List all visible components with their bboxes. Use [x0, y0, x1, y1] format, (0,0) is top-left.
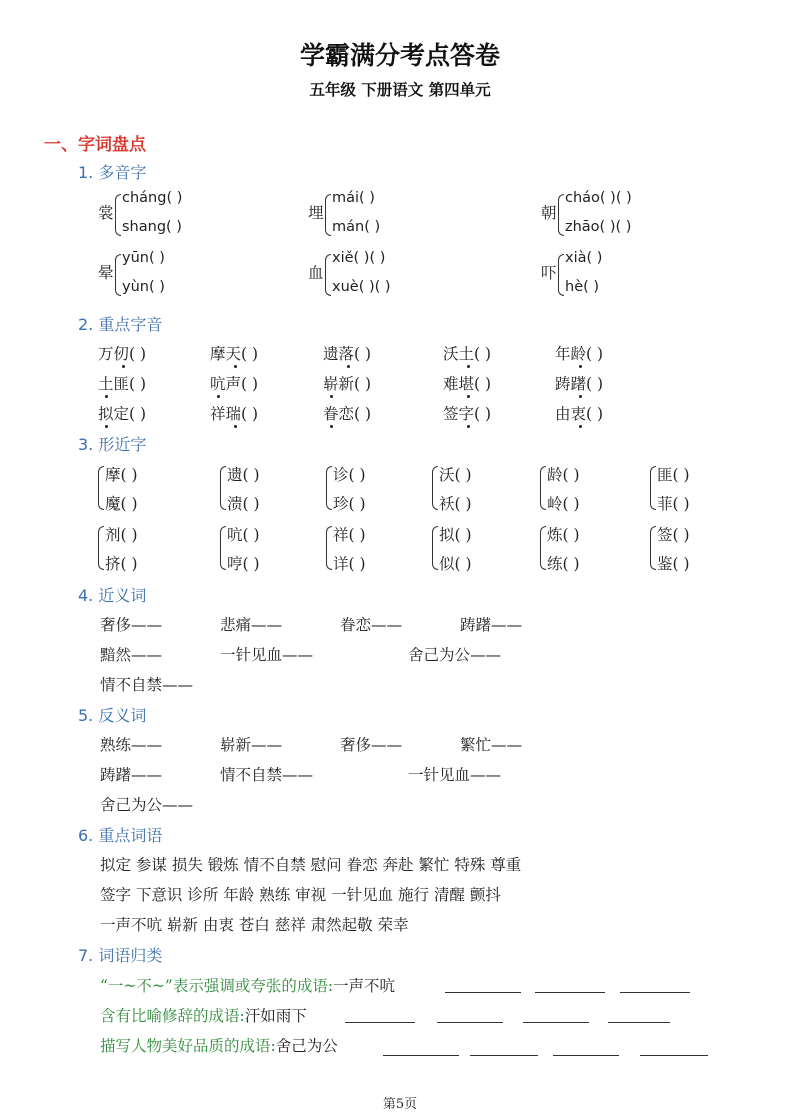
- similar-char[interactable]: 挤( ): [105, 555, 138, 573]
- brace-icon: [115, 194, 121, 236]
- emphasis-dot: [234, 365, 237, 368]
- pinyin-line[interactable]: mái( ): [332, 190, 375, 206]
- category-line: [100, 1034, 338, 1056]
- word-line: 拟定 参谋 损失 锻炼 情不自禁 慰问 眷恋 奔赴 繁忙 特殊 尊重: [100, 856, 522, 874]
- pinyin-line[interactable]: yūn( ): [122, 250, 165, 266]
- pronunciation-item[interactable]: 祥瑞( ): [210, 405, 259, 423]
- answer-blank[interactable]: [608, 1022, 670, 1023]
- pronunciation-item[interactable]: 年龄( ): [555, 345, 604, 363]
- emphasis-dot: [234, 425, 237, 428]
- similar-char[interactable]: 炼( ): [547, 526, 580, 544]
- brace-icon: [325, 254, 331, 296]
- pronunciation-item[interactable]: 难堪( ): [443, 375, 492, 393]
- antonym-item[interactable]: 踌躇——: [100, 766, 163, 784]
- similar-char[interactable]: 诊( ): [333, 466, 366, 484]
- pinyin-line[interactable]: zhāo( )( ): [565, 219, 632, 235]
- category-example: 一声不吭: [333, 977, 396, 995]
- emphasis-dot: [105, 395, 108, 398]
- subsection-title: 2. 重点字音: [78, 315, 163, 334]
- pronunciation-item[interactable]: 万仞( ): [98, 345, 147, 363]
- similar-char[interactable]: 岭( ): [547, 495, 580, 513]
- pinyin-line[interactable]: mán( ): [332, 219, 381, 235]
- pronunciation-item[interactable]: 沃土( ): [443, 345, 492, 363]
- polyphone-char: 埋: [308, 204, 324, 222]
- pinyin-line[interactable]: yùn( ): [122, 279, 165, 295]
- similar-char[interactable]: 匪( ): [657, 466, 690, 484]
- subsection-title: 1. 多音字: [78, 163, 147, 182]
- answer-blank[interactable]: [523, 1022, 589, 1023]
- polyphone-char: 血: [308, 264, 324, 282]
- brace-icon: [540, 526, 546, 570]
- pinyin-line[interactable]: shang( ): [122, 219, 182, 235]
- similar-char[interactable]: 沃( ): [439, 466, 472, 484]
- brace-icon: [98, 466, 104, 510]
- pronunciation-item[interactable]: 由衷( ): [555, 405, 604, 423]
- synonym-item[interactable]: 眷恋——: [340, 616, 403, 634]
- emphasis-dot: [467, 395, 470, 398]
- emphasis-dot: [579, 365, 582, 368]
- word-line: 签字 下意识 诊所 年龄 熟练 审视 一针见血 施行 清醒 颤抖: [100, 886, 501, 904]
- synonym-item[interactable]: 黯然——: [100, 646, 163, 664]
- emphasis-dot: [330, 425, 333, 428]
- answer-blank[interactable]: [383, 1055, 459, 1056]
- answer-blank[interactable]: [437, 1022, 503, 1023]
- category-example: 舍己为公: [275, 1037, 338, 1055]
- brace-icon: [432, 466, 438, 510]
- emphasis-dot: [122, 365, 125, 368]
- subsection-title: 4. 近义词: [78, 586, 147, 605]
- similar-char[interactable]: 摩( ): [105, 466, 138, 484]
- emphasis-dot: [467, 425, 470, 428]
- emphasis-dot: [579, 395, 582, 398]
- pinyin-line[interactable]: xuè( )( ): [332, 279, 391, 295]
- antonym-item[interactable]: 舍己为公——: [100, 796, 194, 814]
- brace-icon: [650, 466, 656, 510]
- answer-blank[interactable]: [470, 1055, 538, 1056]
- answer-blank[interactable]: [345, 1022, 415, 1023]
- pinyin-line[interactable]: cháo( )( ): [565, 190, 632, 206]
- answer-blank[interactable]: [445, 992, 521, 993]
- similar-char[interactable]: 吭( ): [227, 526, 260, 544]
- brace-icon: [220, 526, 226, 570]
- emphasis-dot: [217, 395, 220, 398]
- pronunciation-item[interactable]: 眷恋( ): [323, 405, 372, 423]
- pinyin-line[interactable]: hè( ): [565, 279, 600, 295]
- similar-char[interactable]: 魔( ): [105, 495, 138, 513]
- pronunciation-item[interactable]: 土匪( ): [98, 375, 147, 393]
- similar-char[interactable]: 详( ): [333, 555, 366, 573]
- category-line: [100, 974, 395, 996]
- emphasis-dot: [105, 425, 108, 428]
- brace-icon: [650, 526, 656, 570]
- pronunciation-item[interactable]: 崭新( ): [323, 375, 372, 393]
- page-title: 学霸满分考点答卷: [299, 41, 500, 70]
- similar-char[interactable]: 练( ): [547, 555, 580, 573]
- similar-char[interactable]: 袄( ): [439, 495, 472, 513]
- brace-icon: [325, 194, 331, 236]
- pronunciation-item[interactable]: 摩天( ): [210, 345, 259, 363]
- pronunciation-item[interactable]: 拟定( ): [98, 405, 147, 423]
- subsection-title: 6. 重点词语: [78, 826, 163, 845]
- antonym-item[interactable]: 一针见血——: [408, 766, 502, 784]
- synonym-item[interactable]: 舍己为公——: [408, 646, 502, 664]
- emphasis-dot: [467, 365, 470, 368]
- similar-char[interactable]: 菲( ): [657, 495, 690, 513]
- pinyin-line[interactable]: xiě( )( ): [332, 250, 386, 266]
- pinyin-line[interactable]: cháng( ): [122, 190, 183, 206]
- brace-icon: [115, 254, 121, 296]
- similar-char[interactable]: 祥( ): [333, 526, 366, 544]
- word-line: 一声不吭 崭新 由衷 苍白 慈祥 肃然起敬 荣幸: [100, 916, 409, 934]
- synonym-item[interactable]: 悲痛——: [220, 616, 283, 634]
- category-example: 汗如雨下: [244, 1007, 307, 1025]
- similar-char[interactable]: 似( ): [439, 555, 472, 573]
- antonym-item[interactable]: 崭新——: [220, 736, 283, 754]
- similar-char[interactable]: 遗( ): [227, 466, 260, 484]
- pronunciation-item[interactable]: 遗落( ): [323, 345, 372, 363]
- subsection-title: 3. 形近字: [78, 435, 147, 454]
- polyphone-char: 裳: [98, 204, 114, 222]
- antonym-item[interactable]: 情不自禁——: [220, 766, 314, 784]
- similar-char[interactable]: 珍( ): [333, 495, 366, 513]
- category-label: 描写人物美好品质的成语:: [100, 1037, 276, 1055]
- brace-icon: [326, 526, 332, 570]
- category-label: “一~不~”表示强调或夸张的成语:: [100, 977, 334, 995]
- pronunciation-item[interactable]: 踌躇( ): [555, 375, 604, 393]
- page-subtitle: 五年级 下册语文 第四单元: [309, 81, 491, 99]
- similar-char[interactable]: 哼( ): [227, 555, 260, 573]
- similar-char[interactable]: 溃( ): [227, 495, 260, 513]
- brace-icon: [326, 466, 332, 510]
- synonym-item[interactable]: 情不自禁——: [100, 676, 194, 694]
- pinyin-line[interactable]: xià( ): [565, 250, 603, 266]
- section-title: 一、字词盘点: [44, 135, 146, 155]
- brace-icon: [432, 526, 438, 570]
- synonym-item[interactable]: 一针见血——: [220, 646, 314, 664]
- pronunciation-item[interactable]: 吭声( ): [210, 375, 259, 393]
- similar-char[interactable]: 签( ): [657, 526, 690, 544]
- antonym-item[interactable]: 繁忙——: [460, 736, 523, 754]
- category-line: [100, 1004, 307, 1026]
- brace-icon: [558, 194, 564, 236]
- synonym-item[interactable]: 踌躇——: [460, 616, 523, 634]
- emphasis-dot: [347, 365, 350, 368]
- polyphone-char: 吓: [541, 264, 557, 282]
- brace-icon: [558, 254, 564, 296]
- emphasis-dot: [330, 395, 333, 398]
- emphasis-dot: [579, 425, 582, 428]
- pronunciation-item[interactable]: 签字( ): [443, 405, 492, 423]
- answer-blank[interactable]: [620, 992, 690, 993]
- antonym-item[interactable]: 熟练——: [100, 736, 163, 754]
- brace-icon: [98, 526, 104, 570]
- subsection-title: 7. 词语归类: [78, 946, 163, 965]
- brace-icon: [540, 466, 546, 510]
- subsection-title: 5. 反义词: [78, 706, 147, 725]
- similar-char[interactable]: 鉴( ): [657, 555, 690, 573]
- answer-blank[interactable]: [640, 1055, 708, 1056]
- similar-char[interactable]: 龄( ): [547, 466, 580, 484]
- similar-char[interactable]: 拟( ): [439, 526, 472, 544]
- brace-icon: [220, 466, 226, 510]
- answer-blank[interactable]: [553, 1055, 619, 1056]
- polyphone-char: 晕: [98, 264, 114, 282]
- polyphone-char: 朝: [541, 204, 557, 222]
- answer-blank[interactable]: [535, 992, 605, 993]
- category-label: 含有比喻修辞的成语:: [100, 1007, 245, 1025]
- similar-char[interactable]: 剂( ): [105, 526, 138, 544]
- page-number: 第5页: [382, 1097, 418, 1112]
- synonym-item[interactable]: 奢侈——: [100, 616, 163, 634]
- antonym-item[interactable]: 奢侈——: [340, 736, 403, 754]
